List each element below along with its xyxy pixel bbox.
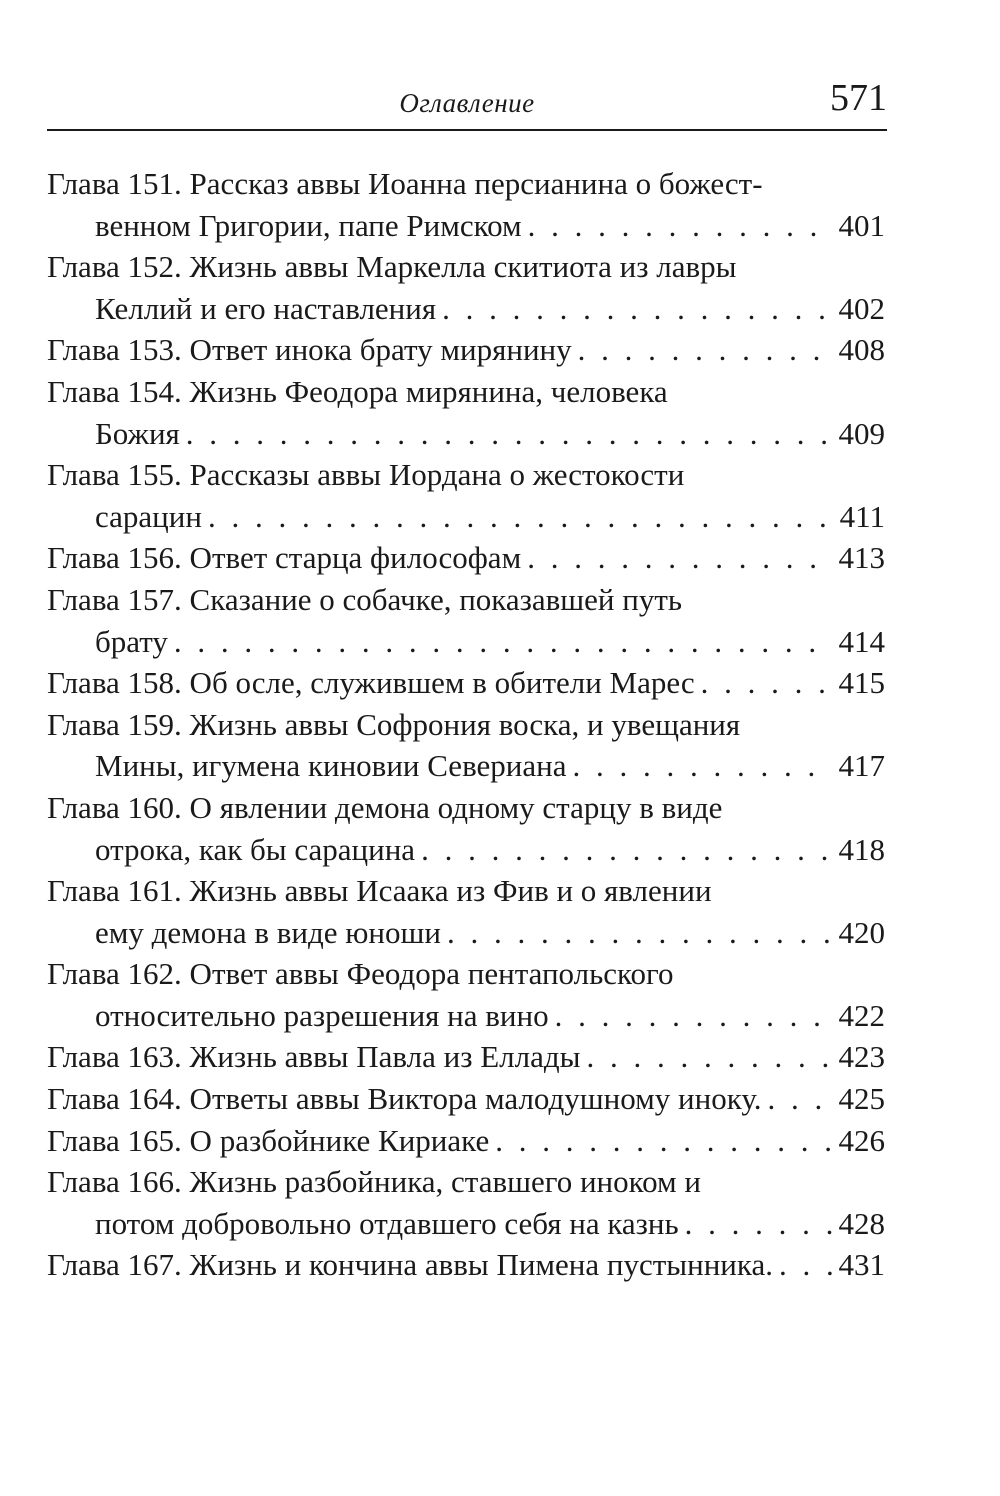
toc-entry-text: Глава 154. Жизнь Феодора мирянина, человека [47, 373, 668, 409]
toc-entry-page: 402 [838, 290, 885, 326]
toc-entry-title-line [47, 246, 885, 288]
toc-entry-page: 428 [838, 1205, 885, 1241]
toc-entry-page: 423 [838, 1039, 885, 1075]
toc-entry [47, 329, 885, 371]
dot-leader [767, 1078, 832, 1120]
toc-entry-page: 417 [838, 748, 885, 784]
toc-entry-text: Глава 153. Ответ инока брату мирянину [47, 332, 572, 368]
toc-entry-title-line [47, 537, 885, 579]
toc-entry-title-line [47, 953, 885, 995]
dot-leader [701, 662, 833, 704]
dot-leader [555, 995, 833, 1037]
toc-entry-continuation-line [47, 829, 885, 871]
toc-entry [47, 953, 885, 1036]
toc-entry-text: ему демона в виде юноши [95, 914, 441, 950]
toc-entry-text: Глава 157. Сказание о собачке, показавшей путь [47, 581, 683, 617]
toc-entry-text: Глава 152. Жизнь аввы Маркелла скитиота из лавры [47, 249, 737, 285]
toc-entry-continuation-line [47, 912, 885, 954]
toc-entry-continuation-line [47, 413, 885, 455]
dot-leader [442, 288, 832, 330]
dot-leader [447, 912, 833, 954]
toc-entry [47, 1244, 885, 1286]
page-header [47, 72, 887, 128]
toc-entry-title-line [47, 870, 885, 912]
toc-entry-text: Божия [95, 415, 180, 451]
page-number: 571 [830, 77, 887, 119]
toc-entry-page: 426 [838, 1122, 885, 1158]
toc-entry-title-line [47, 579, 885, 621]
toc-entry-text: Глава 164. Ответы аввы Виктора малодушному иноку. [47, 1081, 762, 1117]
dot-leader [685, 1203, 833, 1245]
toc-entry-text: Глава 151. Рассказ аввы Иоанна персианина о божест- [47, 166, 763, 201]
toc-entry-page: 401 [838, 207, 885, 243]
toc-entry-page: 431 [838, 1247, 885, 1283]
toc-entry-title-line [47, 1161, 885, 1203]
toc-entry-text: Глава 167. Жизнь и кончина аввы Пимена пустынника. [47, 1247, 774, 1283]
toc-entry [47, 787, 885, 870]
dot-leader [495, 1120, 832, 1162]
header-rule [47, 129, 887, 131]
dot-leader [779, 1244, 832, 1286]
toc-entry-text: Глава 158. Об осле, служившем в обители Марес [47, 665, 695, 701]
toc-entry-text: Глава 155. Рассказы аввы Иордана о жестокости [47, 457, 685, 493]
toc-entry [47, 1120, 885, 1162]
toc-entry [47, 454, 885, 537]
toc-entry [47, 662, 885, 704]
toc-entry-page: 414 [838, 623, 885, 659]
toc-entry [47, 704, 885, 787]
toc-entry-title-line [47, 163, 885, 205]
toc-entry-page: 422 [838, 997, 885, 1033]
toc-entry-title-line [47, 454, 885, 496]
toc-entry-text: Мины, игумена киновии Севериана [95, 748, 567, 784]
toc-entry-continuation-line [47, 496, 885, 538]
toc-entry-text: Глава 166. Жизнь разбойника, ставшего иноком и [47, 1164, 701, 1200]
toc-entry-title-line [47, 1078, 885, 1120]
toc-entry [47, 163, 885, 246]
toc-entry-text: сарацин [95, 498, 202, 534]
toc-entry-text: Келлий и его наставления [95, 290, 437, 326]
toc-entry-text: венном Григории, папе Римском [95, 207, 522, 243]
toc-entry-text: брату [95, 623, 168, 659]
dot-leader [572, 745, 832, 787]
toc-entry-page: 418 [838, 831, 885, 867]
toc-entry-continuation-line [47, 745, 885, 787]
toc-entry [47, 371, 885, 454]
toc-entry-text: отрока, как бы сарацина [95, 831, 416, 867]
toc-entry [47, 579, 885, 662]
dot-leader [421, 829, 832, 871]
toc-entry-text: Глава 165. О разбойнике Кириаке [47, 1122, 490, 1158]
toc-entry [47, 537, 885, 579]
running-title: Оглавление [399, 88, 535, 118]
dot-leader [527, 537, 832, 579]
toc-entry-text: потом добровольно отдавшего себя на казнь [95, 1205, 679, 1241]
toc-entry-text: Глава 162. Ответ аввы Феодора пентапольского [47, 956, 674, 992]
toc-entry-text: Глава 161. Жизнь аввы Исаака из Фив и о явлении [47, 873, 712, 909]
toc-entry-title-line [47, 329, 885, 371]
toc-entry-page: 413 [838, 540, 885, 576]
toc-entry-page: 411 [839, 498, 885, 534]
dot-leader [528, 205, 833, 247]
toc-entry-title-line [47, 1036, 885, 1078]
toc-entry-text: Глава 156. Ответ старца философам [47, 540, 522, 576]
toc-entry-title-line [47, 787, 885, 829]
toc-entry [47, 1036, 885, 1078]
toc-entry [47, 1161, 885, 1244]
dot-leader [186, 413, 833, 455]
dot-leader [586, 1036, 832, 1078]
toc-entry-text: Глава 163. Жизнь аввы Павла из Еллады [47, 1039, 581, 1075]
toc-entry-continuation-line [47, 205, 885, 247]
toc-entry [47, 1078, 885, 1120]
toc-entry-continuation-line [47, 995, 885, 1037]
toc-entry-continuation-line [47, 288, 885, 330]
toc-entry-page: 415 [838, 665, 885, 701]
dot-leader [174, 621, 833, 663]
toc-entry-title-line [47, 662, 885, 704]
toc-entry-page: 409 [838, 415, 885, 451]
toc-entry-text: Глава 159. Жизнь аввы Софрония воска, и увещания [47, 706, 741, 742]
toc-entry-text: Глава 160. О явлении демона одному старцу в виде [47, 789, 723, 825]
table-of-contents [47, 163, 885, 1286]
dot-leader [578, 329, 833, 371]
toc-entry-continuation-line [47, 621, 885, 663]
toc-entry-page: 425 [838, 1081, 885, 1117]
toc-entry [47, 246, 885, 329]
toc-entry-text: относительно разрешения на вино [95, 997, 549, 1033]
toc-entry-title-line [47, 1244, 885, 1286]
toc-entry-page: 408 [838, 332, 885, 368]
dot-leader [208, 496, 834, 538]
toc-entry-page: 420 [838, 914, 885, 950]
toc-entry-title-line [47, 371, 885, 413]
toc-entry-continuation-line [47, 1203, 885, 1245]
toc-entry [47, 870, 885, 953]
toc-entry-title-line [47, 1120, 885, 1162]
toc-entry-title-line [47, 704, 885, 746]
